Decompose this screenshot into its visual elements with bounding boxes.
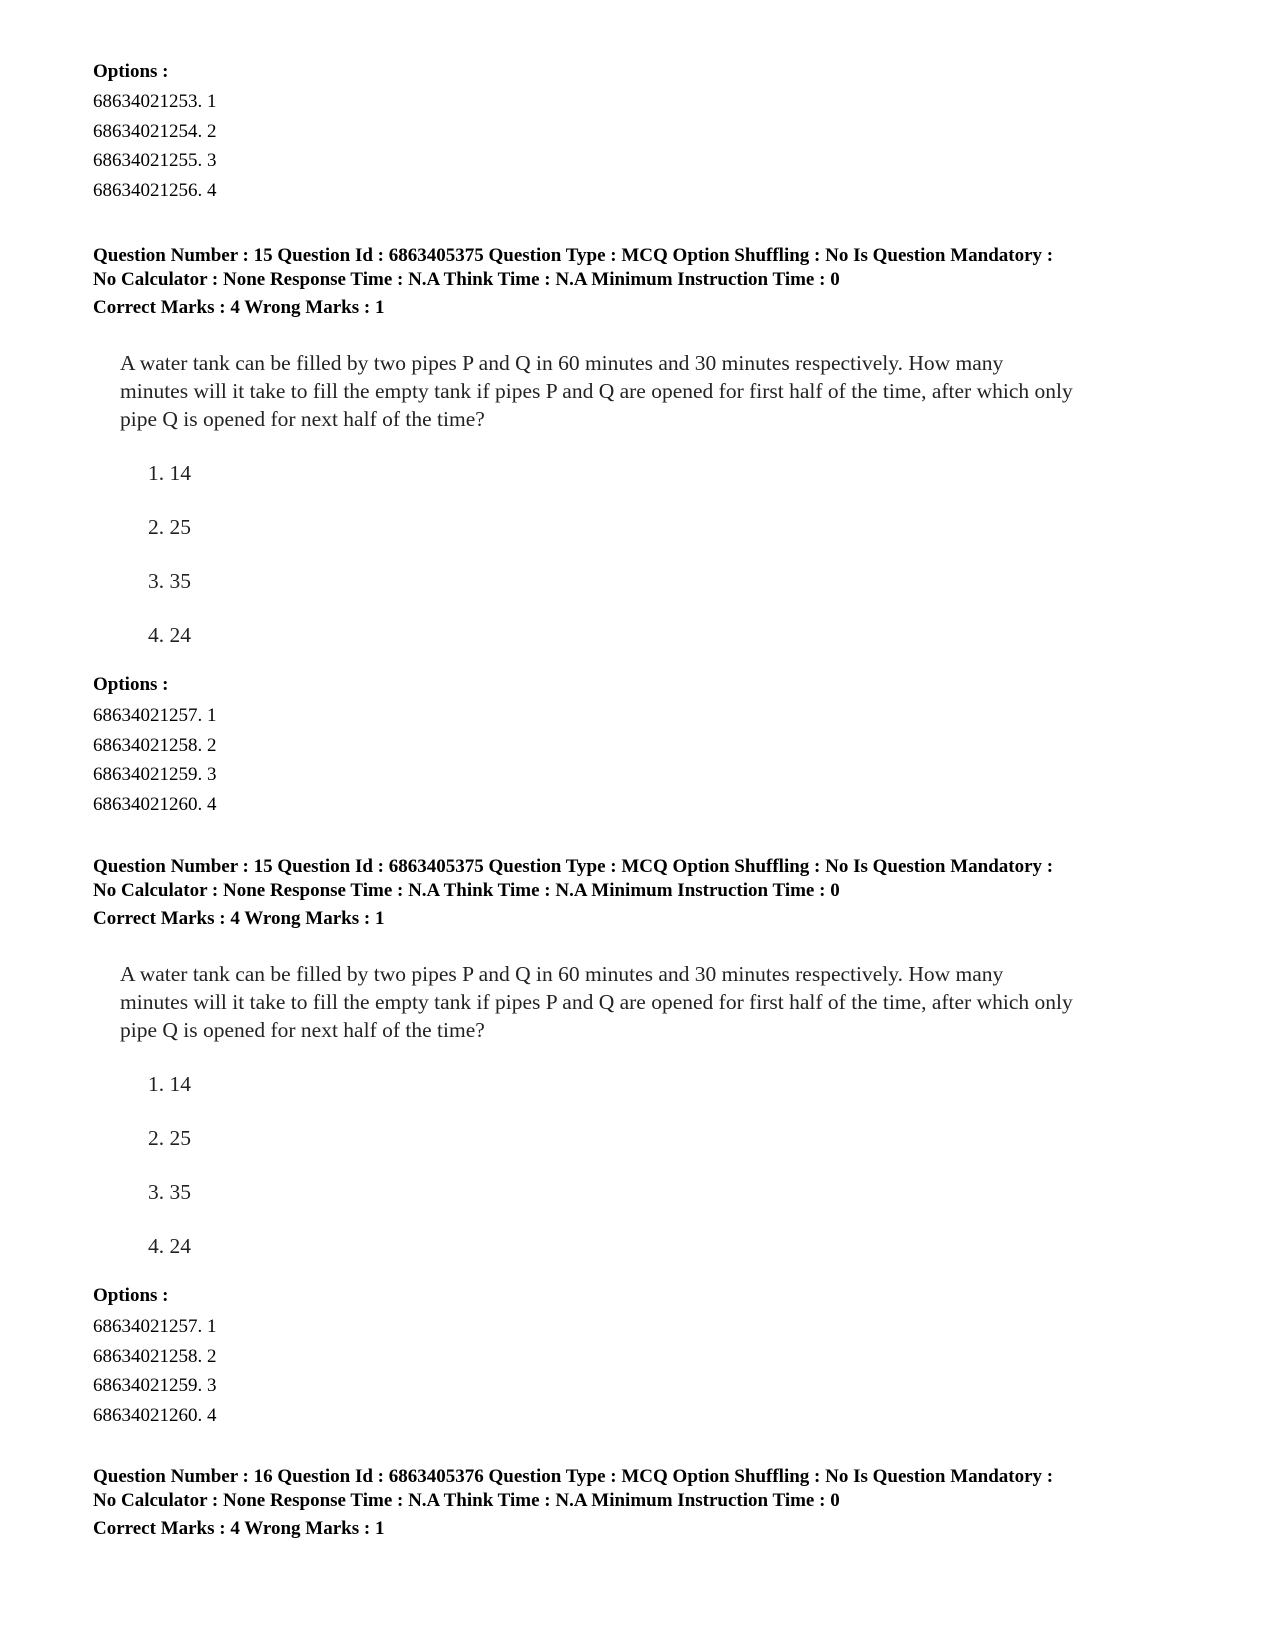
question-text-line: pipe Q is opened for next half of the time? — [120, 1018, 485, 1042]
question-text-line: minutes will it take to fill the empty tank if pipes P and Q are opened for first half of the time, after which only — [120, 990, 1073, 1014]
marks-line: Correct Marks : 4 Wrong Marks : 1 — [93, 297, 385, 318]
question-meta-line: No Calculator : None Response Time : N.A Think Time : N.A Minimum Instruction Time : 0 — [93, 269, 840, 290]
question-text-line: minutes will it take to fill the empty tank if pipes P and Q are opened for first half of the time, after which only — [120, 379, 1073, 403]
option-item: 68634021258. 2 — [93, 734, 217, 756]
question-meta-line: Question Number : 16 Question Id : 6863405376 Question Type : MCQ Option Shuffling : No Is Question Mandatory : — [93, 1466, 1054, 1487]
question-meta — [93, 855, 1213, 903]
question-text-line: pipe Q is opened for next half of the time? — [120, 407, 485, 431]
question-meta-line: No Calculator : None Response Time : N.A Think Time : N.A Minimum Instruction Time : 0 — [93, 1490, 840, 1511]
marks-line: Correct Marks : 4 Wrong Marks : 1 — [93, 908, 385, 929]
option-item: 68634021253. 1 — [93, 91, 217, 112]
option-item: 68634021255. 3 — [93, 150, 217, 171]
answer-choice: 1. 14 — [148, 1072, 191, 1096]
option-item: 68634021260. 4 — [93, 1404, 217, 1426]
options-label: Options : — [93, 674, 169, 695]
question-meta-line: No Calculator : None Response Time : N.A Think Time : N.A Minimum Instruction Time : 0 — [93, 880, 840, 901]
answer-choice: 2. 25 — [148, 1126, 191, 1150]
question-meta — [93, 244, 1213, 292]
question-meta-line: Question Number : 15 Question Id : 6863405375 Question Type : MCQ Option Shuffling : No Is Question Mandatory : — [93, 245, 1054, 266]
marks-line: Correct Marks : 4 Wrong Marks : 1 — [93, 1518, 385, 1539]
option-item: 68634021260. 4 — [93, 793, 217, 815]
options-list — [93, 1312, 217, 1430]
answer-choice: 3. 35 — [148, 1180, 191, 1204]
question-text-line: A water tank can be filled by two pipes P and Q in 60 minutes and 30 minutes respectively. How many — [120, 351, 1004, 375]
option-item: 68634021256. 4 — [93, 179, 217, 201]
options-list — [93, 701, 217, 819]
option-item: 68634021259. 3 — [93, 764, 217, 785]
question-text — [120, 349, 1180, 433]
option-item: 68634021259. 3 — [93, 1375, 217, 1396]
question-text — [120, 960, 1180, 1044]
option-item: 68634021254. 2 — [93, 120, 217, 142]
options-label: Options : — [93, 61, 169, 82]
question-meta-line: Question Number : 15 Question Id : 6863405375 Question Type : MCQ Option Shuffling : No Is Question Mandatory : — [93, 856, 1054, 877]
answer-choice: 4. 24 — [148, 623, 191, 647]
answer-choice: 2. 25 — [148, 515, 191, 539]
question-meta — [93, 1465, 1213, 1513]
option-item: 68634021257. 1 — [93, 705, 217, 726]
option-item: 68634021258. 2 — [93, 1345, 217, 1367]
option-item: 68634021257. 1 — [93, 1316, 217, 1337]
answer-choice: 1. 14 — [148, 461, 191, 485]
answer-choice: 4. 24 — [148, 1234, 191, 1258]
options-label: Options : — [93, 1285, 169, 1306]
question-text-line: A water tank can be filled by two pipes P and Q in 60 minutes and 30 minutes respectively. How many — [120, 962, 1004, 986]
options-list — [93, 87, 217, 205]
answer-choice: 3. 35 — [148, 569, 191, 593]
